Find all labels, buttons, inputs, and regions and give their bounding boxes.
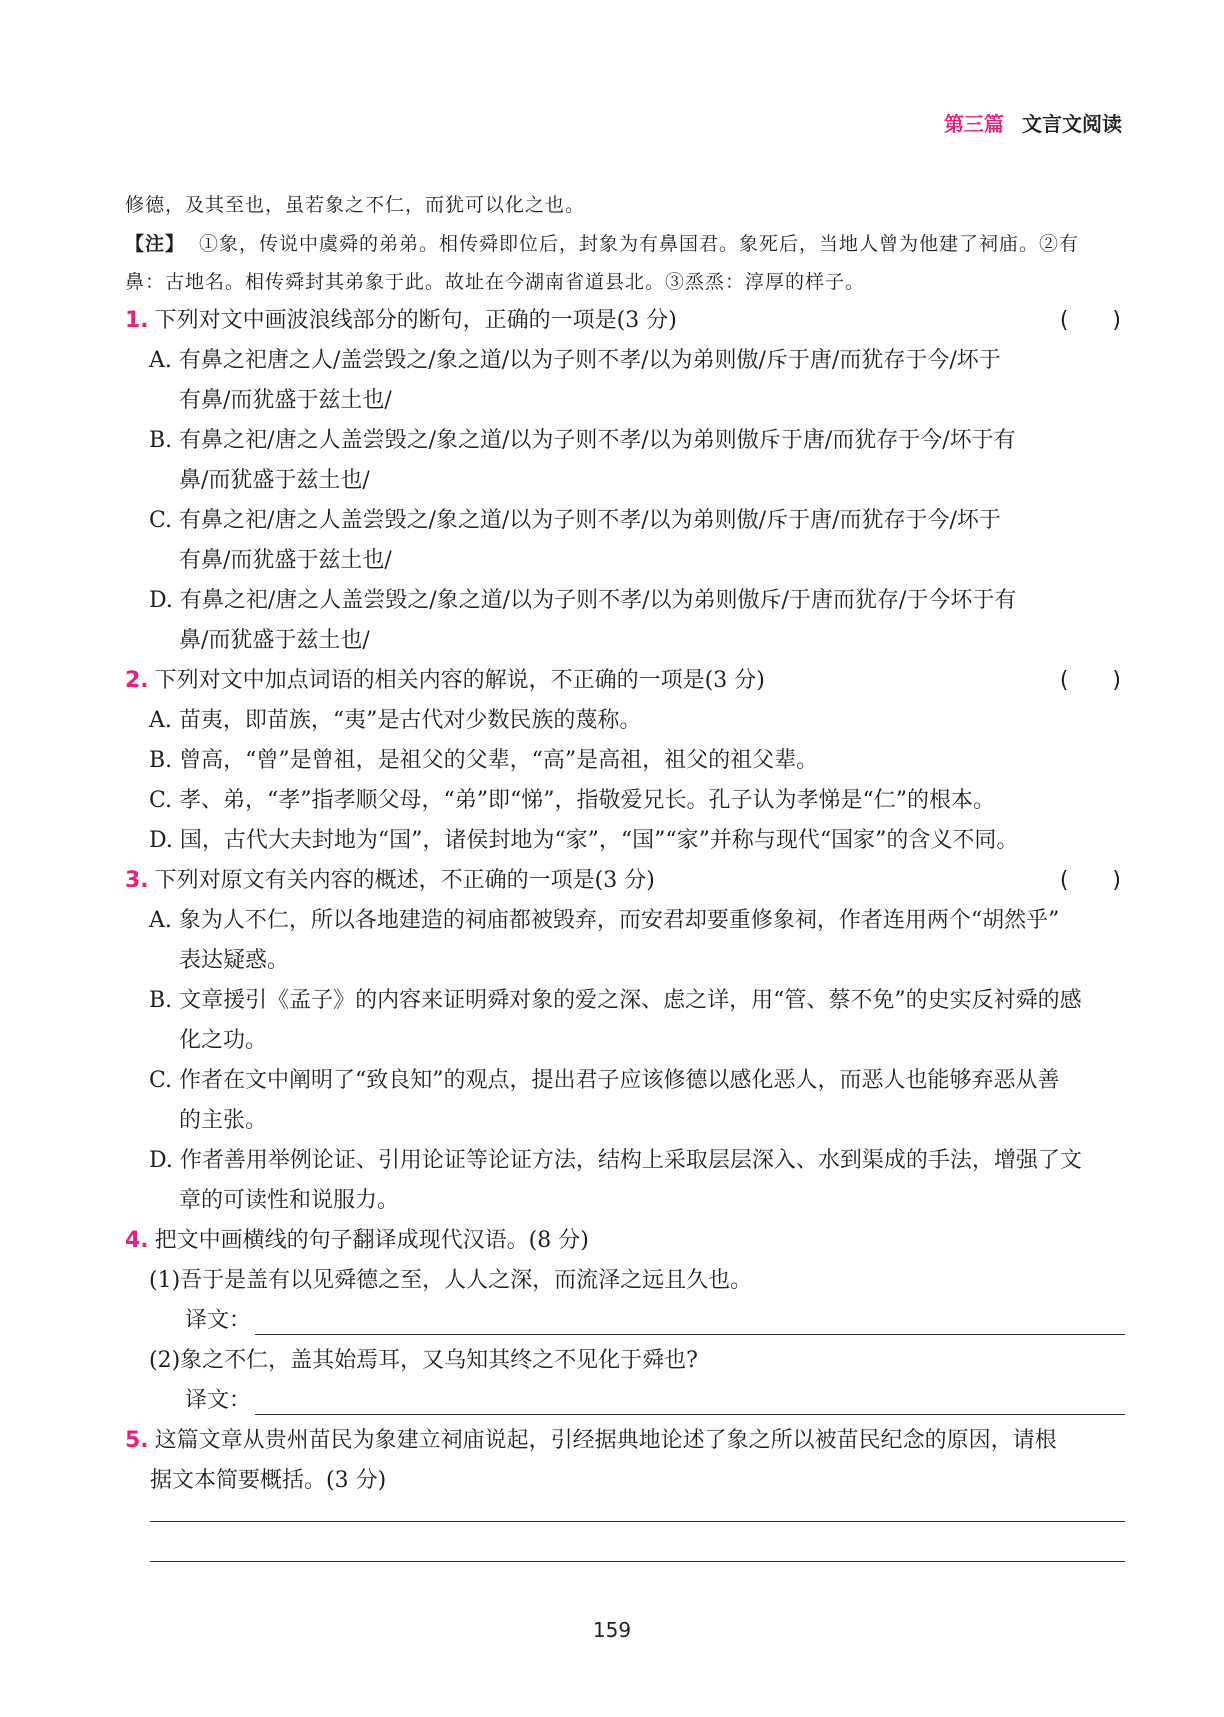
q1-option-a: A. 有鼻之祀唐之人/盖尝毁之/象之道/以为子则不孝/以为弟则傲/斥于唐/而犹存于今/坏于 <box>149 348 1001 373</box>
answer-label: 译文： <box>185 1308 252 1333</box>
q1-option-c-cont: 有鼻/而犹盛于兹土也/ <box>179 548 392 573</box>
q3-option-b: B. 文章援引《孟子》的内容来证明舜对象的爱之深、虑之详，用“管、蔡不免”的史实反衬舜的感 <box>149 988 1082 1013</box>
answer-line-2[interactable] <box>150 1561 1125 1562</box>
q3-option-d-cont: 章的可读性和说服力。 <box>179 1188 400 1213</box>
answer-paren[interactable]: ( ) <box>1059 668 1121 693</box>
section-title: 文言文阅读 <box>1022 112 1122 136</box>
note-tag: 【注】 <box>125 233 186 255</box>
question-5-stem-cont: 据文本简要概括。(3 分) <box>150 1468 387 1493</box>
q1-option-d: D. 有鼻之祀/唐之人盖尝毁之/象之道/以为子则不孝/以为弟则傲斥/于唐而犹存/于今坏于有 <box>149 588 1017 613</box>
question-number: 2. <box>125 668 149 693</box>
question-number: 5. <box>125 1428 149 1453</box>
q1-option-a-cont: 有鼻/而犹盛于兹土也/ <box>179 388 392 413</box>
q1-option-b-cont: 鼻/而犹盛于兹土也/ <box>179 468 370 493</box>
answer-label: 译文： <box>185 1388 252 1413</box>
question-text: 下列对文中加点词语的相关内容的解说，不正确的一项是(3 分) <box>154 668 765 693</box>
question-text: 下列对文中画波浪线部分的断句，正确的一项是(3 分) <box>154 308 677 333</box>
q1-option-b: B. 有鼻之祀/唐之人盖尝毁之/象之道/以为子则不孝/以为弟则傲斥于唐/而犹存于今/坏于有 <box>149 428 1016 453</box>
q3-option-b-cont: 化之功。 <box>179 1028 268 1053</box>
question-4-stem <box>125 1221 1125 1261</box>
section-label: 第三篇 <box>944 112 1004 136</box>
question-3-stem <box>125 861 1125 901</box>
question-number: 4. <box>125 1228 149 1253</box>
q4-answer-1 <box>125 1301 1125 1341</box>
content <box>125 185 1125 1501</box>
answer-paren[interactable]: ( ) <box>1059 868 1121 893</box>
question-text: 这篇文章从贵州苗民为象建立祠庙说起，引经据典地论述了象之所以被苗民纪念的原因，请根 <box>154 1428 1057 1453</box>
question-number: 3. <box>125 868 149 893</box>
passage-tail: 修德，及其至也，虽若象之不仁，而犹可以化之也。 <box>125 194 586 216</box>
question-2-stem <box>125 661 1125 701</box>
q2-option-a: A. 苗夷，即苗族，“夷”是古代对少数民族的蔑称。 <box>149 708 642 733</box>
answer-blank-2[interactable] <box>255 1384 1125 1415</box>
q3-option-a-cont: 表达疑惑。 <box>179 948 290 973</box>
q3-option-d: D. 作者善用举例论证、引用论证等论证方法，结构上采取层层深入、水到渠成的手法，增强了文 <box>149 1148 1082 1173</box>
q3-option-c-cont: 的主张。 <box>179 1108 268 1133</box>
q2-option-c: C. 孝、弟，“孝”指孝顺父母，“弟”即“悌”，指敬爱兄长。孔子认为孝悌是“仁”的根本。 <box>149 788 996 813</box>
q1-option-d-cont: 鼻/而犹盛于兹土也/ <box>179 628 370 653</box>
q2-option-b: B. 曾高，“曾”是曾祖，是祖父的父辈，“高”是高祖，祖父的祖父辈。 <box>149 748 819 773</box>
question-1-stem <box>125 301 1125 341</box>
note-line-2: 鼻：古地名。相传舜封其弟象于此。故址在今湖南省道县北。③烝烝：淳厚的样子。 <box>125 271 866 293</box>
answer-line-1[interactable] <box>150 1521 1125 1522</box>
page-header <box>944 108 1122 137</box>
answer-blank-1[interactable] <box>255 1304 1125 1335</box>
question-text: 下列对原文有关内容的概述，不正确的一项是(3 分) <box>154 868 655 893</box>
note-line-1 <box>125 225 1125 263</box>
q4-sentence-2: (2)象之不仁，盖其始焉耳，又乌知其终之不见化于舜也? <box>149 1348 698 1373</box>
q2-option-d: D. 国，古代大夫封地为“国”，诸侯封地为“家”，“国”“家”并称与现代“国家”的含义不同。 <box>149 828 1019 853</box>
answer-paren[interactable]: ( ) <box>1059 308 1121 333</box>
q4-answer-2 <box>125 1381 1125 1421</box>
page-number: 159 <box>592 1618 632 1642</box>
q3-option-c: C. 作者在文中阐明了“致良知”的观点，提出君子应该修德以感化恶人，而恶人也能够弃恶从善 <box>149 1068 1060 1093</box>
q1-option-c: C. 有鼻之祀/唐之人盖尝毁之/象之道/以为子则不孝/以为弟则傲/斥于唐/而犹存于今/坏于 <box>149 508 1001 533</box>
question-5-stem <box>125 1421 1125 1461</box>
note-text-1: ①象，传说中虞舜的弟弟。相传舜即位后，封象为有鼻国君。象死后，当地人曾为他建了祠庙。②有 <box>199 233 1080 255</box>
q3-option-a: A. 象为人不仁，所以各地建造的祠庙都被毁弃，而安君却要重修象祠，作者连用两个“胡然乎” <box>149 908 1060 933</box>
question-text: 把文中画横线的句子翻译成现代汉语。(8 分) <box>154 1228 589 1253</box>
question-number: 1. <box>125 308 149 333</box>
q4-sentence-1: (1)吾于是盖有以见舜德之至，人人之深，而流泽之远且久也。 <box>149 1268 753 1293</box>
